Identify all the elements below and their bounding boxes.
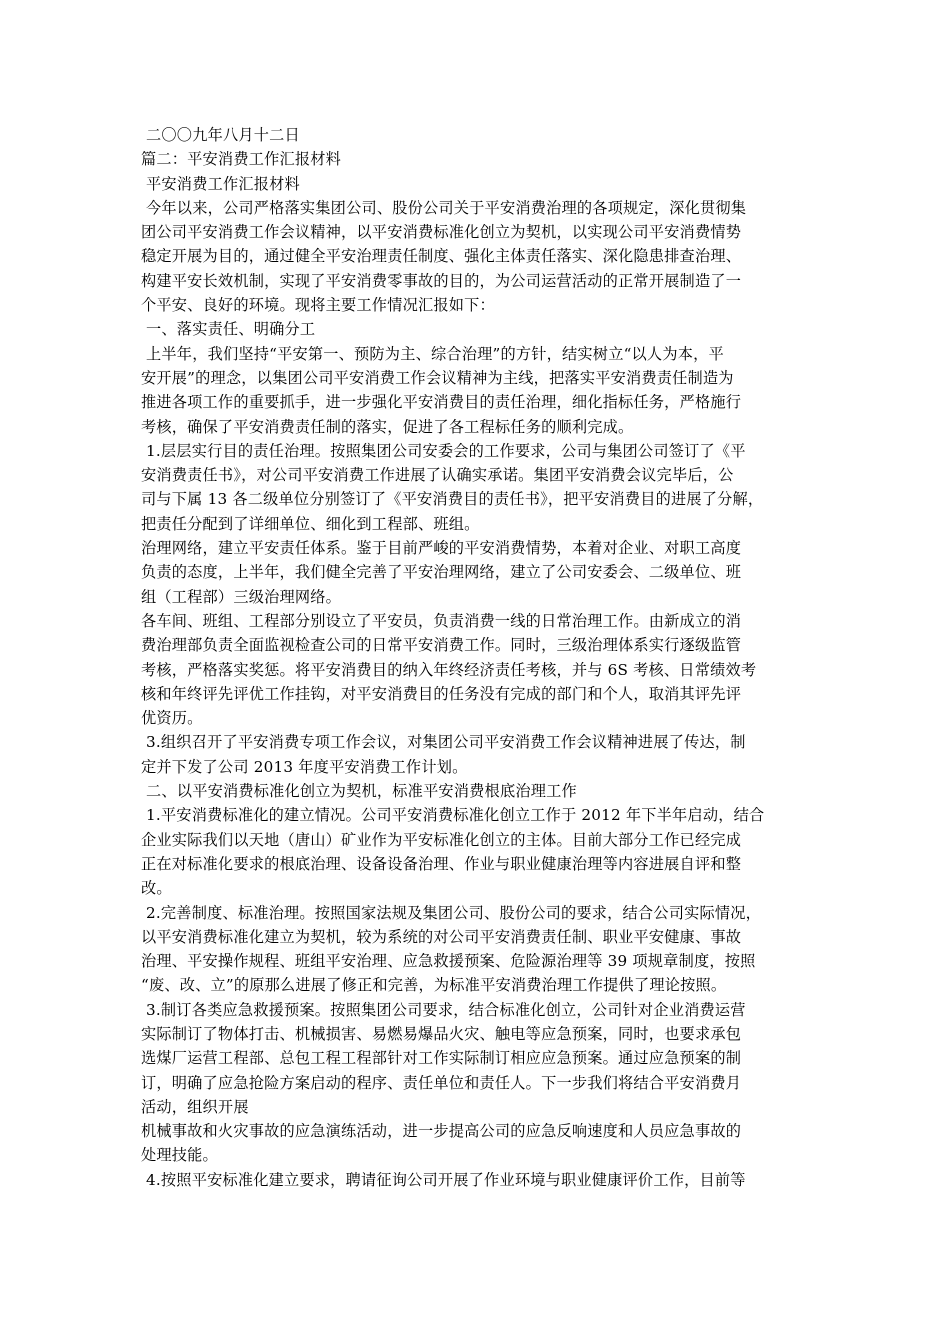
document-line: 3.组织召开了平安消费专项工作会议，对集团公司平安消费工作会议精神进展了传达，制	[141, 733, 746, 752]
document-line: 组（工程部）三级治理网络。	[141, 587, 342, 606]
document-line: 定并下发了公司 2013 年度平安消费工作计划。	[141, 757, 468, 776]
document-line: 构建平安长效机制，实现了平安消费零事故的目的，为公司运营活动的正常开展制造了一	[141, 271, 742, 290]
document-line: 2.完善制度、标准治理。按照国家法规及集团公司、股份公司的要求，结合公司实际情况，	[141, 903, 762, 922]
document-line: 处理技能。	[141, 1146, 218, 1165]
document-line: 平安消费工作汇报材料	[141, 174, 300, 193]
document-line: 治理、平安操作规程、班组平安治理、应急救援预案、危险源治理等 39 项规章制度，按照	[141, 952, 756, 971]
document-line: 机械事故和火灾事故的应急演练活动，进一步提高公司的应急反响速度和人员应急事故的	[141, 1122, 742, 1141]
document-line: 4.按照平安标准化建立要求，聘请征询公司开展了作业环境与职业健康评价工作，目前等	[141, 1170, 746, 1189]
document-line: 治理网络，建立平安责任体系。鉴于目前严峻的平安消费情势，本着对企业、对职工高度	[141, 539, 742, 558]
document-line: 推进各项工作的重要抓手，进一步强化平安消费目的责任治理，细化指标任务，严格施行	[141, 393, 742, 412]
document-line: 选煤厂运营工程部、总包工程工程部针对工作实际制订相应应急预案。通过应急预案的制	[141, 1049, 742, 1068]
document-line: 订，明确了应急抢险方案启动的程序、责任单位和责任人。下一步我们将结合平安消费月	[141, 1073, 742, 1092]
document-line: 优资历。	[141, 709, 203, 728]
document-line: 考核，严格落实奖惩。将平安消费目的纳入年终经济责任考核，并与 6S 考核、日常绩效考	[141, 660, 757, 679]
document-line: 今年以来，公司严格落实集团公司、股份公司关于平安消费治理的各项规定，深化贯彻集	[141, 198, 747, 217]
document-line: 安开展”的理念，以集团公司平安消费工作会议精神为主线，把落实平安消费责任制造为	[141, 368, 734, 387]
document-line: 稳定开展为目的，通过健全平安治理责任制度、强化主体责任落实、深化隐患排查治理、	[141, 247, 742, 266]
document-line: 考核，确保了平安消费责任制的落实，促进了各工程标任务的顺利完成。	[141, 417, 634, 436]
document-line: 一、落实责任、明确分工	[141, 320, 316, 339]
document-line: 1.平安消费标准化的建立情况。公司平安消费标准化创立工作于 2012 年下半年启动，结合	[141, 806, 765, 825]
document-line: 实际制订了物体打击、机械损害、易燃易爆品火灾、触电等应急预案，同时，也要求承包	[141, 1024, 742, 1043]
document-line: 企业实际我们以天地（唐山）矿业作为平安标准化创立的主体。目前大部分工作已经完成	[141, 830, 742, 849]
document-line: 各车间、班组、工程部分别设立了平安员，负责消费一线的日常治理工作。由新成立的消	[141, 611, 742, 630]
document-line: 3.制订各类应急救援预案。按照集团公司要求，结合标准化创立，公司针对企业消费运营	[141, 1000, 746, 1019]
document-line: 篇二：平安消费工作汇报材料	[141, 150, 342, 169]
document-line: 把责任分配到了详细单位、细化到工程部、班组。	[141, 514, 480, 533]
document-line: 核和年终评先评优工作挂钩，对平安消费目的任务没有完成的部门和个人，取消其评先评	[141, 684, 742, 703]
document-line: 上半年，我们坚持“平安第一、预防为主、综合治理”的方针，结实树立“以人为本，平	[141, 344, 724, 363]
document-line: 1.层层实行目的责任治理。按照集团公司安委会的工作要求，公司与集团公司签订了《平	[141, 441, 746, 460]
document-line: 以平安消费标准化建立为契机，较为系统的对公司平安消费责任制、职业平安健康、事故	[141, 927, 742, 946]
document-line: 司与下属 13 各二级单位分别签订了《平安消费目的责任书》，把平安消费目的进展了分解，	[141, 490, 764, 509]
document-line: 安消费责任书》，对公司平安消费工作进展了认确实承诺。集团平安消费会议完毕后，公	[141, 466, 734, 485]
document-line: 二〇〇九年八月十二日	[141, 126, 300, 144]
document-line: 费治理部负责全面监视检查公司的日常平安消费工作。同时，三级治理体系实行逐级监管	[141, 636, 742, 655]
document-line: 改。	[141, 879, 172, 898]
document-page	[141, 123, 811, 1192]
document-line: 二、以平安消费标准化创立为契机，标准平安消费根底治理工作	[141, 782, 577, 801]
document-line: 正在对标准化要求的根底治理、设备设备治理、作业与职业健康治理等内容进展自评和整	[141, 854, 742, 873]
document-line: 活动，组织开展	[141, 1097, 249, 1116]
document-line: 负责的态度，上半年，我们健全完善了平安治理网络，建立了公司安委会、二级单位、班	[141, 563, 742, 582]
document-line: 团公司平安消费工作会议精神，以平安消费标准化创立为契机，以实现公司平安消费情势	[141, 223, 742, 242]
document-line: 个平安、良好的环境。现将主要工作情况汇报如下：	[141, 296, 495, 315]
document-line: “废、改、立”的原那么进展了修正和完善，为标准平安消费治理工作提供了理论按照。	[141, 976, 727, 995]
